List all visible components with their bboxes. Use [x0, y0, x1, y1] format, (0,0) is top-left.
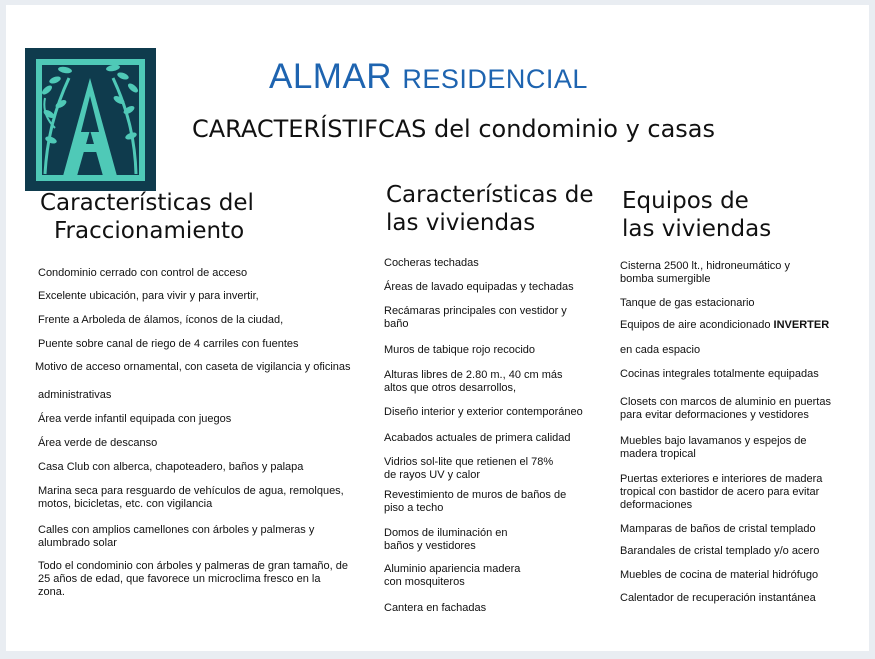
tree-letter-a-logo-icon	[25, 48, 156, 191]
feature-item	[384, 257, 479, 270]
feature-item	[384, 406, 583, 419]
feature-item-line: con mosquiteros	[384, 576, 465, 588]
feature-item-line: Closets con marcos de aluminio en puertas	[620, 396, 831, 408]
feature-item	[384, 456, 553, 482]
feature-item-line: administrativas	[38, 389, 112, 401]
feature-item-line: piso a techo	[384, 502, 444, 514]
feature-item	[620, 319, 829, 332]
feature-item	[38, 560, 348, 599]
feature-item-line: Recámaras principales con vestidor y	[384, 305, 567, 317]
feature-item-line: de rayos UV y calor	[384, 469, 480, 481]
feature-item	[620, 260, 790, 286]
feature-item-line: Cocheras techadas	[384, 257, 479, 269]
feature-item-line: Calles con amplios camellones con árboles y palmeras y	[38, 524, 315, 536]
column-equipos	[612, 187, 852, 604]
feature-item-line: zona.	[38, 586, 65, 598]
feature-item-line: Alturas libres de 2.80 m., 40 cm más	[384, 369, 563, 381]
feature-item	[384, 432, 571, 445]
feature-item	[620, 523, 816, 536]
feature-item-line: Acabados actuales de primera calidad	[384, 432, 571, 444]
feature-item	[384, 281, 574, 294]
feature-item-line: Vidrios sol-lite que retienen el 78%	[384, 456, 554, 468]
feature-item	[620, 569, 818, 582]
feature-item-line: Domos de iluminación en	[384, 527, 508, 539]
feature-item-line: Barandales de cristal templado y/o acero	[620, 545, 820, 557]
feature-item-line: tropical con bastidor de acero para evitar	[620, 486, 820, 498]
feature-item-line: baño	[384, 318, 409, 330]
feature-item	[620, 545, 819, 558]
feature-item	[384, 369, 563, 395]
feature-item	[620, 592, 816, 605]
brand-name-big: ALMAR	[269, 57, 393, 96]
feature-item	[35, 361, 351, 374]
feature-item-line: Cantera en fachadas	[384, 602, 487, 614]
feature-item-line: alumbrado solar	[38, 537, 117, 549]
feature-item-line: Revestimiento de muros de baños de	[384, 489, 567, 501]
feature-item	[38, 267, 247, 280]
feature-item	[38, 413, 231, 426]
feature-item	[38, 314, 283, 327]
feature-item-line: Excelente ubicación, para vivir y para invertir,	[38, 290, 259, 302]
almar-logo	[25, 48, 156, 191]
feature-item-line: deformaciones	[620, 499, 693, 511]
brand-title	[269, 57, 588, 97]
feature-item	[620, 344, 700, 357]
feature-item	[384, 344, 535, 357]
feature-item-line: Marina seca para resguardo de vehículos de agua, remolques,	[38, 485, 344, 497]
feature-item	[620, 396, 831, 422]
feature-item-line: 25 años de edad, que favorece un microclima fresco en la	[38, 573, 321, 585]
feature-item-line: altos que otros desarrollos,	[384, 382, 517, 394]
column-heading: Características del Fraccionamiento	[40, 190, 254, 244]
feature-item	[384, 527, 508, 553]
feature-item-line: motos, bicicletas, etc. con vigilancia	[38, 498, 213, 510]
feature-item	[620, 435, 807, 461]
page-subtitle: CARACTERÍSTIFCAS del condominio y casas	[192, 115, 716, 143]
feature-item-line: Casa Club con alberca, chapoteadero, baños y palapa	[38, 461, 304, 473]
feature-item-line: Puente sobre canal de riego de 4 carriles con fuentes	[38, 338, 299, 350]
feature-item-line: Tanque de gas estacionario	[620, 297, 755, 309]
feature-item-line: Área verde infantil equipada con juegos	[38, 413, 232, 425]
feature-item	[38, 461, 303, 474]
feature-item	[620, 297, 755, 310]
feature-item	[38, 524, 314, 550]
feature-item	[384, 602, 486, 615]
feature-item-line: Equipos de aire acondicionado INVERTER	[620, 319, 830, 331]
feature-item	[38, 485, 344, 511]
feature-item-line: Diseño interior y exterior contemporáneo	[384, 406, 583, 418]
feature-item-line: Muros de tabique rojo recocido	[384, 344, 536, 356]
feature-item-line: Muebles de cocina de material hidrófugo	[620, 569, 819, 581]
feature-item-line: Aluminio apariencia madera	[384, 563, 521, 575]
feature-item	[384, 563, 520, 589]
column-viviendas	[376, 181, 596, 614]
feature-item-line: Áreas de lavado equipadas y techadas	[384, 281, 574, 293]
feature-item	[38, 338, 299, 351]
feature-item-line: Condominio cerrado con control de acceso	[38, 267, 248, 279]
feature-item-line: Puertas exteriores e interiores de madera	[620, 473, 823, 485]
feature-item-line: Mamparas de baños de cristal templado	[620, 523, 816, 535]
feature-item-line: Calentador de recuperación instantánea	[620, 592, 816, 604]
feature-item-line: Frente a Arboleda de álamos, íconos de la ciudad,	[38, 314, 284, 326]
feature-item-line: baños y vestidores	[384, 540, 476, 552]
feature-item-line: en cada espacio	[620, 344, 701, 356]
feature-item	[620, 368, 819, 381]
feature-item-line: Muebles bajo lavamanos y espejos de	[620, 435, 807, 447]
feature-item-line: Cocinas integrales totalmente equipadas	[620, 368, 819, 380]
column-fraccionamiento	[30, 189, 370, 598]
feature-item-line: Área verde de descanso	[38, 437, 158, 449]
feature-item	[38, 389, 111, 402]
feature-item-line: Todo el condominio con árboles y palmeras de gran tamaño, de	[38, 560, 349, 572]
feature-item-line: Cisterna 2500 lt., hidroneumático y	[620, 260, 790, 272]
feature-item-line: madera tropical	[620, 448, 696, 460]
column-heading: Equipos de las viviendas	[622, 188, 772, 242]
feature-item-line: para evitar deformaciones y vestidores	[620, 409, 809, 421]
feature-item	[38, 290, 259, 303]
brand-name-small: RESIDENCIAL	[402, 64, 588, 94]
feature-item	[620, 473, 822, 512]
inverter-emphasis: INVERTER	[773, 319, 830, 331]
slide	[6, 5, 869, 651]
feature-item-line: Motivo de acceso ornamental, con caseta de vigilancia y oficinas	[35, 361, 351, 373]
column-heading: Características de las viviendas	[386, 182, 594, 236]
feature-item-line: bomba sumergible	[620, 273, 711, 285]
feature-item	[384, 305, 567, 331]
feature-item	[38, 437, 157, 450]
feature-item	[384, 489, 566, 515]
